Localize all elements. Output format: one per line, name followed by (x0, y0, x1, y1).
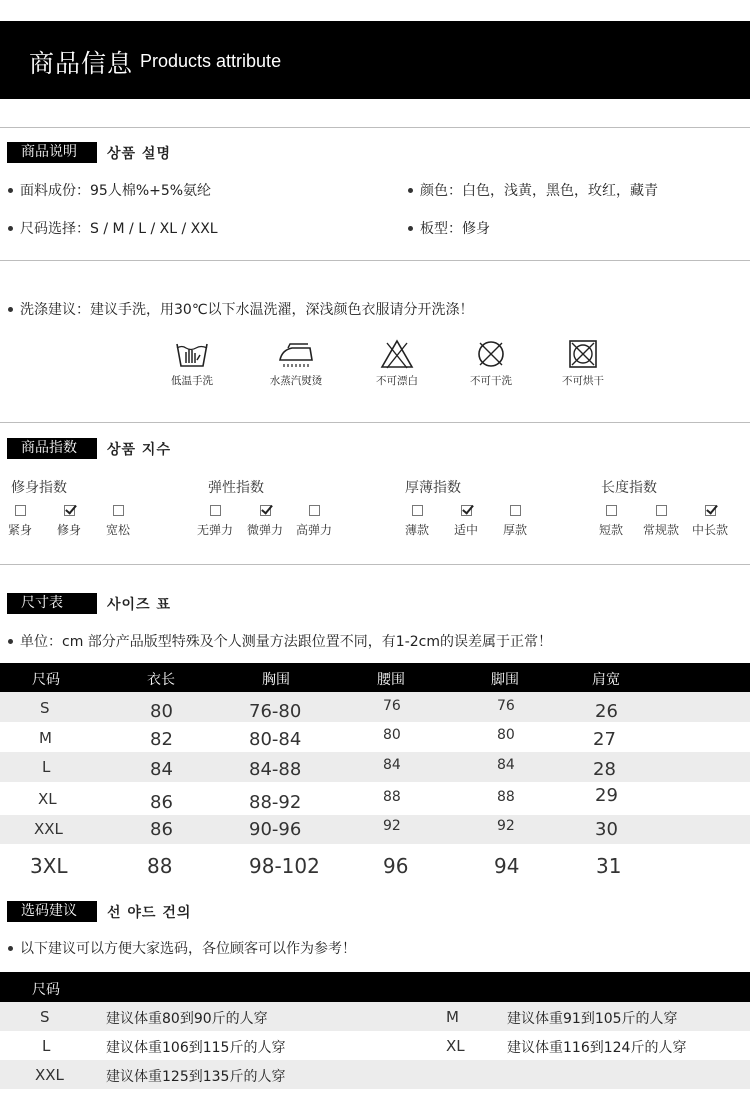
care-item (157, 338, 227, 388)
divider (0, 127, 750, 128)
care-item (261, 338, 331, 388)
fit-option-loose[interactable]: 宽松 (98, 505, 138, 538)
description-item: 面料成份：95人棉%+5%氨纶 (8, 180, 211, 200)
thickness-option-thin[interactable]: 薄款 (397, 505, 437, 538)
section-title-size (7, 593, 171, 614)
bullet-dot (8, 946, 13, 951)
column-header: 胸围 (262, 672, 290, 688)
checkbox[interactable] (309, 505, 320, 516)
column-header: 衣长 (147, 672, 175, 688)
bullet-dot (8, 188, 13, 193)
table-row: S 建议体重80到90斤的人穿 M 建议体重91到105斤的人穿 (0, 1002, 750, 1031)
elastic-option-slight[interactable]: 微弹力 (245, 505, 285, 538)
checkbox[interactable] (606, 505, 617, 516)
care-label: 水蒸汽熨烫 (269, 375, 323, 387)
checkbox[interactable] (510, 505, 521, 516)
size-table-header (0, 663, 750, 692)
no-tumble-dry-icon (565, 338, 601, 370)
index-group-title: 修身指数 (11, 480, 67, 496)
divider (0, 260, 750, 261)
description-item: 颜色：白色，浅黄，黑色，玫红，藏青 (408, 180, 658, 200)
description-item: 板型：修身 (408, 218, 490, 238)
table-row: XL 86 88-92 88 88 29 (38, 785, 618, 813)
elastic-option-none[interactable]: 无弹力 (195, 505, 235, 538)
header-title-en: Products attribute (140, 51, 282, 71)
section-subtitle-kr: 상품 지수 (107, 441, 171, 458)
section-subtitle-kr: 선 야드 건의 (107, 904, 192, 921)
bullet-dot (8, 226, 13, 231)
care-note: 洗涤建议：建议手洗，用30℃以下水温洗濯，深浅颜色衣服请分开洗涤！ (8, 299, 474, 319)
divider (0, 422, 750, 423)
column-header: 尺码 (32, 672, 60, 688)
section-subtitle-kr: 상품 설명 (107, 145, 171, 162)
bullet-dot (8, 307, 13, 312)
fit-option-slim[interactable]: 修身 (49, 505, 89, 538)
bullet-dot (408, 226, 413, 231)
elastic-option-high[interactable]: 高弹力 (294, 505, 334, 538)
fit-option-tight[interactable]: 紧身 (0, 505, 40, 538)
table-row: 3XL 88 98-102 96 94 31 (30, 854, 622, 878)
care-label: 不可干洗 (470, 375, 512, 387)
table-row: XXL 86 90-96 92 92 30 (0, 815, 750, 844)
checkbox[interactable] (210, 505, 221, 516)
care-label: 不可漂白 (376, 375, 418, 387)
checkbox[interactable] (15, 505, 26, 516)
hand-wash-icon (174, 338, 210, 370)
length-option-midlong[interactable]: 中长款 (690, 505, 730, 538)
table-row: L 84 84-88 84 84 28 (0, 752, 750, 782)
bullet-dot (408, 188, 413, 193)
steam-iron-icon (276, 338, 316, 370)
description-item: 尺码选择：S / M / L / XL / XXL (8, 218, 218, 238)
index-group-title: 弹性指数 (208, 480, 264, 496)
recommend-table-header (0, 972, 750, 1002)
divider (0, 564, 750, 565)
no-bleach-icon (379, 338, 415, 370)
thickness-option-thick[interactable]: 厚款 (495, 505, 535, 538)
checkbox[interactable] (705, 505, 716, 516)
no-dry-clean-icon (473, 338, 509, 370)
care-label: 不可烘干 (562, 375, 604, 387)
section-badge: 商品说明 (7, 142, 97, 163)
section-badge: 尺寸表 (7, 593, 97, 614)
column-header: 腰围 (377, 672, 405, 688)
recommend-note: 以下建议可以方便大家选码，各位顾客可以作为参考！ (8, 938, 356, 958)
section-badge: 选码建议 (7, 901, 97, 922)
column-header: 尺码 (32, 982, 60, 998)
care-label: 低温手洗 (171, 375, 213, 387)
size-note: 单位：cm 部分产品版型特殊及个人测量方法跟位置不同，有1-2cm的误差属于正常！ (8, 631, 552, 651)
care-item (362, 338, 432, 388)
length-option-regular[interactable]: 常规款 (641, 505, 681, 538)
section-title-description (7, 142, 171, 163)
column-header: 脚围 (491, 672, 519, 688)
thickness-option-medium[interactable]: 适中 (446, 505, 486, 538)
section-title-recommend (7, 901, 191, 922)
column-header: 肩宽 (592, 672, 620, 688)
checkbox[interactable] (113, 505, 124, 516)
care-item (548, 338, 618, 388)
page-header (0, 21, 750, 99)
checkbox[interactable] (64, 505, 75, 516)
section-badge: 商品指数 (7, 438, 97, 459)
index-group-title: 长度指数 (601, 480, 657, 496)
table-row: S 80 76-80 76 76 26 (0, 692, 750, 722)
checkbox[interactable] (656, 505, 667, 516)
care-item (456, 338, 526, 388)
length-option-short[interactable]: 短款 (591, 505, 631, 538)
checkbox[interactable] (412, 505, 423, 516)
index-group-title: 厚薄指数 (405, 480, 461, 496)
table-row: XXL 建议体重125到135斤的人穿 (0, 1060, 750, 1089)
header-title-cn: 商品信息 (29, 49, 134, 78)
checkbox[interactable] (260, 505, 271, 516)
section-subtitle-kr: 사이즈 표 (107, 596, 171, 613)
table-row: M 82 80-84 80 80 27 (39, 727, 616, 750)
checkbox[interactable] (461, 505, 472, 516)
section-title-index (7, 438, 171, 459)
table-row: L 建议体重106到115斤的人穿 XL 建议体重116到124斤的人穿 (42, 1037, 687, 1056)
bullet-dot (8, 639, 13, 644)
